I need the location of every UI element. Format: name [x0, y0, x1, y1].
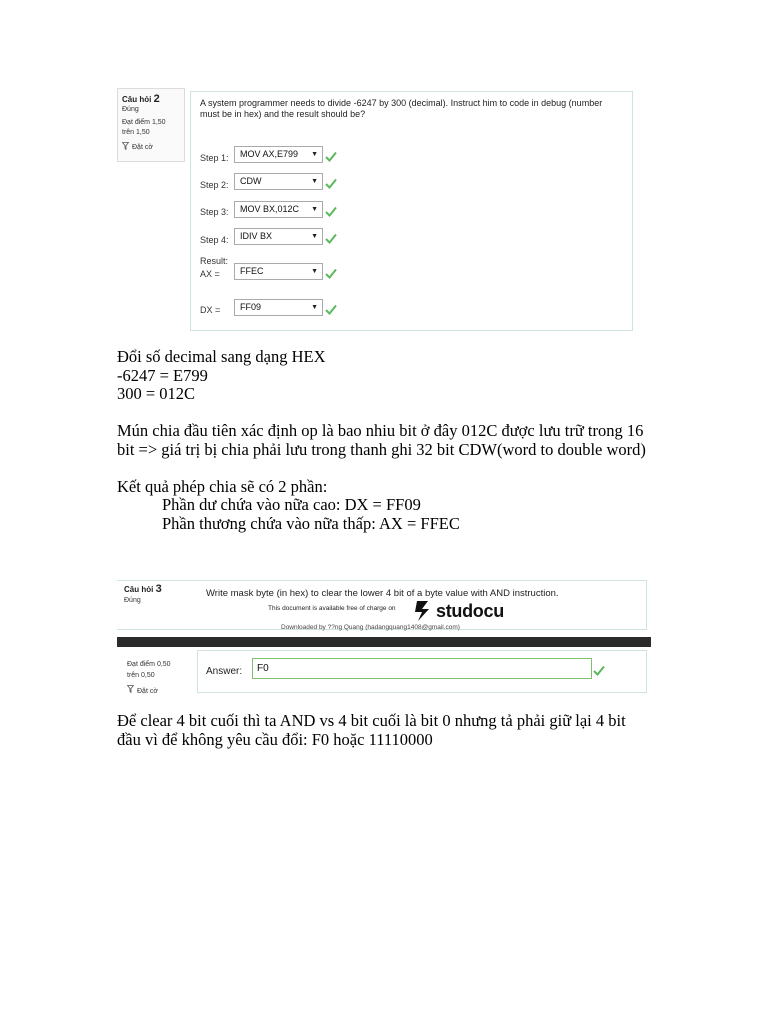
- correct-check-icon: [325, 233, 337, 244]
- correct-check-icon: [325, 151, 337, 162]
- dropdown-arrow-icon: ▼: [311, 178, 318, 185]
- studocu-logo: [413, 600, 504, 622]
- score-line: Đạt điểm 1,50: [122, 119, 166, 126]
- correct-check-icon: [325, 178, 337, 189]
- score-line: Đạt điểm 0,50: [127, 661, 171, 668]
- flag-question-link[interactable]: [122, 142, 180, 154]
- question-prompt: Write mask byte (in hex) to clear the lower 4 bit of a byte value with AND instruction.: [206, 588, 559, 599]
- flag-label: Đặt cờ: [132, 144, 153, 151]
- watermark-notice: This document is available free of charge on: [268, 605, 396, 612]
- explanation-line: -6247 = E799: [117, 365, 208, 385]
- answer-input[interactable]: F0: [252, 658, 592, 679]
- page-separator-bar: [117, 637, 651, 647]
- downloaded-by-notice: Downloaded by ??ng Quang (hadangquang1408@gmail.com): [281, 624, 460, 631]
- question-number-value: 3: [155, 583, 162, 595]
- dropdown-arrow-icon: ▼: [311, 233, 318, 240]
- correct-check-icon: [325, 206, 337, 217]
- dropdown-arrow-icon: ▼: [311, 206, 318, 213]
- flag-icon: [127, 685, 134, 697]
- step-4-select[interactable]: IDIV BX ▼: [234, 228, 323, 245]
- explanation-1: [117, 348, 647, 533]
- question-status: Đúng: [122, 106, 139, 113]
- explanation-line: Đổi số decimal sang dạng HEX: [117, 347, 326, 366]
- explanation-line: 300 = 012C: [117, 384, 196, 403]
- explanation-line: Kết quả phép chia sẽ có 2 phần:: [117, 476, 328, 496]
- question-prompt: A system programmer needs to divide -6247 by 300 (decimal). Instruct him to code in debug (number must be in hex) and the result should be?: [200, 98, 603, 119]
- step-label: Step 2:: [200, 180, 229, 190]
- dx-select[interactable]: FF09 ▼: [234, 299, 323, 316]
- question-number-value: 2: [153, 93, 160, 105]
- question-label: Câu hỏi: [124, 585, 154, 594]
- answer-label: Answer:: [206, 666, 243, 677]
- step-label: Step 3:: [200, 207, 229, 217]
- result-label: Result:: [200, 256, 229, 266]
- correct-check-icon: [325, 268, 337, 279]
- step-1-select[interactable]: MOV AX,E799 ▼: [234, 146, 323, 163]
- studocu-logo-icon: [413, 600, 433, 622]
- ax-select[interactable]: FFEC ▼: [234, 263, 323, 280]
- flag-label: Đặt cờ: [137, 687, 158, 695]
- studocu-brand-text: studocu: [436, 600, 504, 621]
- question-number: [124, 584, 162, 595]
- flag-icon: [122, 142, 129, 154]
- explanation-line: Phần dư chứa vào nữa cao: DX = FF09: [162, 495, 421, 514]
- correct-check-icon: [593, 665, 605, 676]
- explanation-paragraph: Để clear 4 bit cuối thì ta AND vs 4 bit cuối là bit 0 nhưng tả phải giữ lại 4 bit đầu vì để không yêu cầu đổi: F0 hoặc 11110000: [117, 711, 626, 749]
- dropdown-arrow-icon: ▼: [311, 268, 318, 275]
- step-2-select[interactable]: CDW ▼: [234, 173, 323, 190]
- dx-label: DX =: [200, 305, 221, 315]
- question-number: [122, 94, 180, 105]
- correct-check-icon: [325, 304, 337, 315]
- explanation-line: Phần thương chứa vào nữa thấp: AX = FFEC: [162, 513, 460, 533]
- flag-question-link[interactable]: [127, 685, 171, 697]
- question-2-info-panel: [117, 88, 185, 162]
- explanation-2: [117, 712, 652, 749]
- dropdown-arrow-icon: ▼: [311, 151, 318, 158]
- question-3-info: [124, 584, 162, 606]
- step-label: Step 4:: [200, 235, 229, 245]
- question-3-score-panel: [127, 659, 171, 697]
- score-total-line: trên 0,50: [127, 672, 155, 679]
- ax-label: AX =: [200, 269, 220, 279]
- question-status: Đúng: [124, 597, 141, 604]
- step-3-select[interactable]: MOV BX,012C ▼: [234, 201, 323, 218]
- step-label: Step 1:: [200, 153, 229, 163]
- score-total-line: trên 1,50: [122, 129, 150, 136]
- explanation-paragraph: Mún chia đầu tiên xác định op là bao nhiu bit ở đây 012C được lưu trữ trong 16 bit => giá trị bị chia phải lưu trong thanh ghi 32 bit CDW(word to double word): [117, 421, 646, 459]
- dropdown-arrow-icon: ▼: [311, 304, 318, 311]
- question-label: Câu hỏi: [122, 95, 152, 104]
